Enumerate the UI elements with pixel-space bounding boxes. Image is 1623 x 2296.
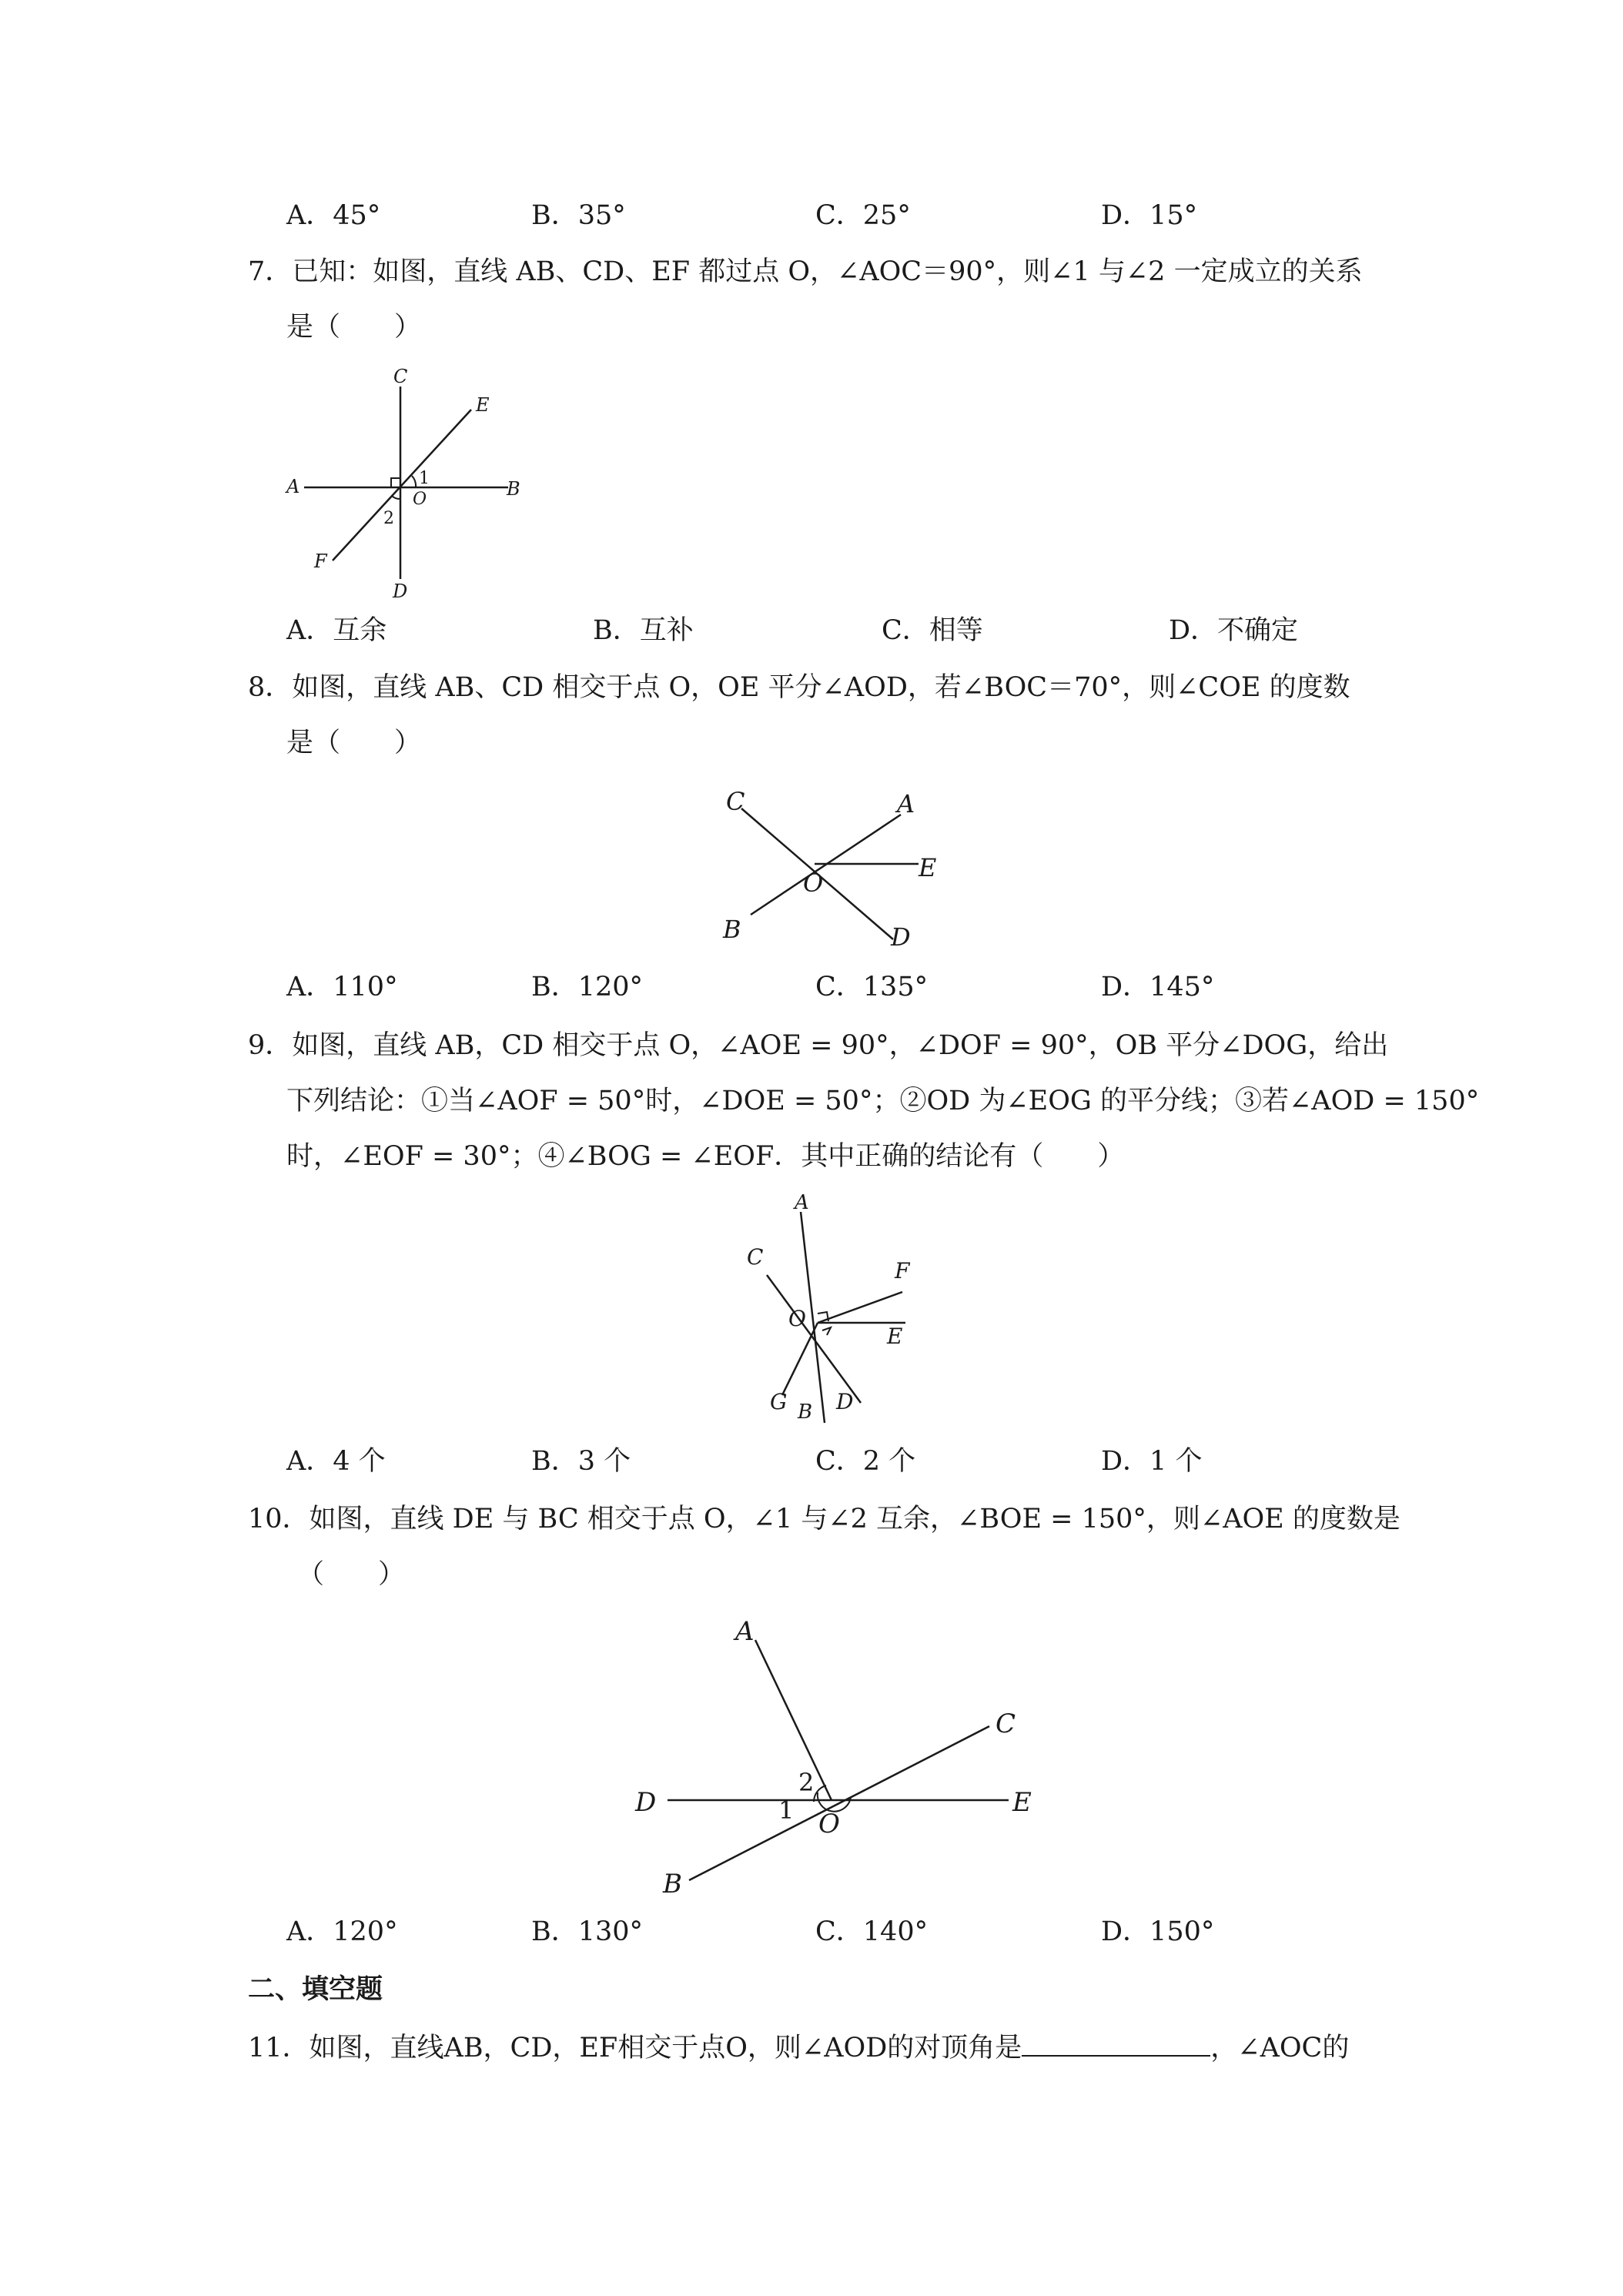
q10-stem-line1: 10．如图，直线 DE 与 BC 相交于点 O，∠1 与∠2 互余，∠BOE = 150°，则∠AOE 的度数是 <box>248 1504 1400 1535</box>
q8-stem-line2: 是（ ） <box>286 728 422 758</box>
q7-option-a: A．互余 <box>286 615 387 646</box>
q9-label-e: E <box>887 1324 903 1349</box>
q6-option-a: A．45° <box>286 200 381 231</box>
q11-text-before-blank: 11．如图，直线AB，CD，EF相交于点O，则∠AOD的对顶角是 <box>248 2033 1022 2063</box>
q10-option-c: C．140° <box>815 1916 929 1947</box>
q10-label-b: B <box>663 1869 682 1899</box>
q9-option-d: D．1 个 <box>1101 1446 1203 1477</box>
q9-figure <box>724 1186 924 1432</box>
q10-stem-line2: （ ） <box>297 1559 406 1590</box>
q7-label-1: 1 <box>419 469 430 488</box>
q7-label-2: 2 <box>383 509 394 528</box>
q9-stem-line2: 下列结论：①当∠AOF = 50°时，∠DOE = 50°；②OD 为∠EOG 的平分线；③若∠AOD = 150° <box>286 1086 1480 1116</box>
q10-label-c: C <box>996 1709 1016 1739</box>
q8-option-a: A．110° <box>286 972 398 1002</box>
q10-option-d: D．150° <box>1101 1916 1215 1947</box>
q9-stem-line1: 9．如图，直线 AB，CD 相交于点 O，∠AOE = 90°，∠DOF = 90°，OB 平分∠DOG，给出 <box>248 1030 1389 1061</box>
q9-option-b: B．3 个 <box>531 1446 631 1477</box>
q7-stem-line2: 是（ ） <box>286 312 422 343</box>
q9-label-o: O <box>788 1306 806 1331</box>
q7-label-a: A <box>286 476 300 497</box>
q7-stem-line1: 7．已知：如图，直线 AB、CD、EF 都过点 O，∠AOC＝90°，则∠1 与∠2 一定成立的关系 <box>248 256 1363 287</box>
q10-label-d: D <box>635 1787 657 1818</box>
q8-option-c: C．135° <box>815 972 929 1002</box>
q8-label-e: E <box>919 853 937 882</box>
q8-label-c: C <box>726 787 745 816</box>
q7-label-o: O <box>413 490 427 509</box>
q8-label-o: O <box>803 869 824 898</box>
q6-option-d: D．15° <box>1101 200 1198 231</box>
q6-option-c: C．25° <box>815 200 911 231</box>
q9-option-c: C．2 个 <box>815 1446 916 1477</box>
q10-label-e: E <box>1012 1787 1032 1818</box>
section-heading: 二、填空题 <box>248 1973 383 2005</box>
q9-label-f: F <box>895 1258 910 1284</box>
q10-label-1: 1 <box>778 1796 795 1825</box>
q7-label-b: B <box>507 478 520 500</box>
q8-figure <box>712 778 947 962</box>
q7-label-f: F <box>314 551 327 572</box>
q9-label-c: C <box>747 1244 764 1270</box>
q7-option-b: B．互补 <box>593 615 694 646</box>
q10-label-2: 2 <box>798 1768 815 1797</box>
q11-stem <box>248 2031 1349 2065</box>
q10-label-a: A <box>735 1616 755 1647</box>
q8-label-d: D <box>891 922 911 952</box>
q8-stem-line1: 8．如图，直线 AB、CD 相交于点 O，OE 平分∠AOD，若∠BOC＝70°，则∠COE 的度数 <box>248 672 1350 703</box>
q7-label-d: D <box>393 581 408 601</box>
q7-label-c: C <box>393 366 408 387</box>
q8-label-b: B <box>723 915 741 944</box>
q7-option-d: D．不确定 <box>1169 615 1299 646</box>
q11-text-after-blank: ，∠AOC的 <box>1210 2033 1350 2063</box>
q9-label-a: A <box>795 1191 809 1214</box>
q10-option-b: B．130° <box>531 1916 644 1947</box>
q8-option-b: B．120° <box>531 972 644 1002</box>
q11-answer-blank[interactable] <box>1022 2032 1210 2057</box>
q9-option-a: A．4 个 <box>286 1446 386 1477</box>
q9-label-b: B <box>798 1401 813 1424</box>
q7-label-e: E <box>476 394 490 416</box>
q9-stem-line3: 时，∠EOF = 30°；④∠BOG = ∠EOF．其中正确的结论有（ ） <box>286 1141 1125 1172</box>
q10-option-a: A．120° <box>286 1916 398 1947</box>
q7-figure <box>277 362 531 601</box>
q9-label-g: G <box>770 1389 788 1414</box>
q8-option-d: D．145° <box>1101 972 1215 1002</box>
q8-label-a: A <box>897 789 915 818</box>
q7-option-c: C．相等 <box>882 615 983 646</box>
q6-option-b: B．35° <box>531 200 626 231</box>
q9-label-d: D <box>836 1389 854 1414</box>
q10-label-o: O <box>818 1809 840 1839</box>
q10-figure <box>627 1609 1043 1902</box>
